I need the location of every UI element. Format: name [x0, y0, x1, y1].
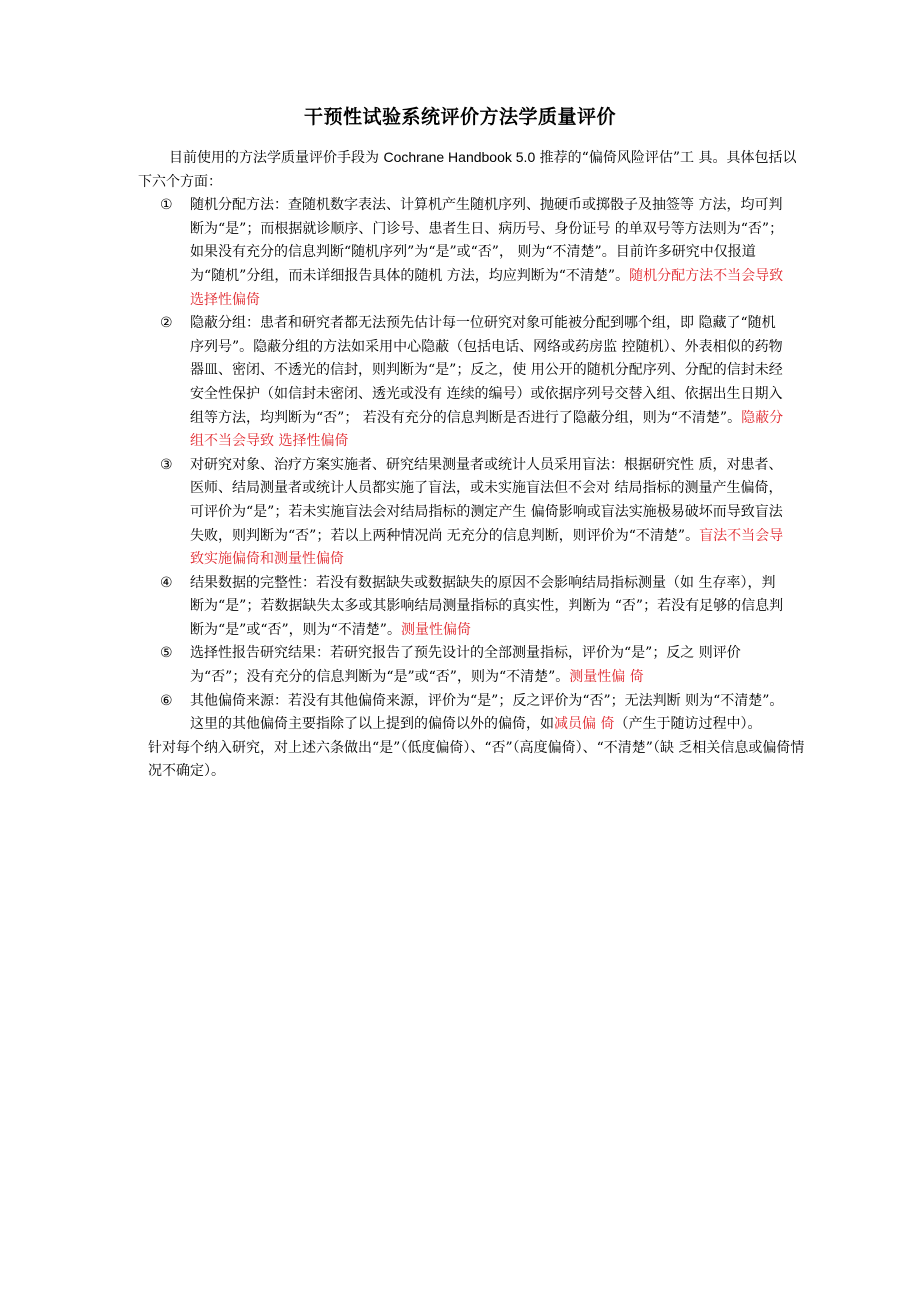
item-bias-note: 隐蔽分组不当会导致 选择性偏倚 [190, 409, 784, 450]
item-bias-note: 测量性偏 倚 [569, 669, 644, 686]
item-text: 选择性报告研究结果：若研究报告了预先设计的全部测量指标，评价为“是”；反之 则评价为“否”；没有充分的信息判断为“是”或“否”，则为“不清楚”。 [190, 645, 741, 686]
criterion-item-random-sequence [138, 194, 808, 312]
item-text: 对研究对象、治疗方案实施者、研究结果测量者或统计人员采用盲法：根据研究性 质，对患者、医师、结局测量者或统计人员都实施了盲法，或未实施盲法但不会对 结局指标的测量产生偏倚，可评价为“是”；若未实施盲法会对结局指标的测定产生 偏倚影响或盲法实施极易破坏而导致盲法失败，则判断为“否”；若以上两种情况尚 无充分的信息判断，则评价为“不清楚”。 [190, 456, 783, 544]
item-marker: ⑥ [160, 692, 173, 709]
item-marker: ② [160, 315, 173, 332]
document-title: 干预性试验系统评价方法学质量评价 [303, 106, 616, 128]
intro-before: 目前使用的方法学质量评价手段为 [169, 150, 384, 166]
item-marker: ④ [160, 574, 173, 591]
item-bias-note: 随机分配方法不当会导致选择性偏倚 [190, 267, 784, 308]
intro-paragraph [138, 146, 808, 194]
item-bias-note: 盲法不当会导致实施偏倚和测量性偏倚 [190, 527, 784, 568]
criterion-item-blinding [138, 454, 808, 572]
criterion-item-other-bias [138, 690, 808, 737]
item-text: 随机分配方法：查随机数字表法、计算机产生随机序列、抛硬币或掷骰子及抽签等 方法，均可判断为“是”；而根据就诊顺序、门诊号、患者生日、病历号、身份证号 的单双号等方法则为“否”；如果没有充分的信息判断“随机序列”为“是”或“否”， 则为“不清楚”。目前许多研究中仅报道为“随机”分组，而未详细报告具体的随机 方法，均应判断为“不清楚”。 [190, 197, 784, 284]
item-marker: ③ [160, 456, 173, 473]
item-marker: ① [160, 197, 173, 214]
criterion-item-selective-reporting [138, 642, 808, 689]
criterion-item-allocation-concealment [138, 312, 808, 454]
closing-paragraph: 针对每个纳入研究，对上述六条做出“是”（低度偏倚）、“否”（高度偏倚）、“不清楚”（缺 乏相关信息或偏倚情况不确定）。 [148, 739, 805, 780]
item-bias-note: 测量性偏倚 [400, 621, 471, 638]
intro-tool-name: Cochrane Handbook 5.0 [383, 149, 536, 165]
item-bias-note: 减员偏 倚 [554, 716, 615, 733]
item-tail-text: （产生于随访过程中）。 [614, 716, 762, 733]
criterion-item-incomplete-outcome-data [138, 572, 808, 643]
criteria-list [138, 194, 808, 737]
item-text: 其他偏倚来源：若没有其他偏倚来源，评价为“是”；反之评价为“否”；无法判断 则为“不清楚”。这里的其他偏倚主要指除了以上提到的偏倚以外的偏倚，如 [190, 692, 784, 733]
item-text: 结果数据的完整性：若没有数据缺失或数据缺失的原因不会影响结局指标测量（如 生存率），判断为“是”；若数据缺失太多或其影响结局测量指标的真实性，判断为 “否”；若没有足够的信息判断为“是”或“否”，则为“不清楚”。 [190, 574, 784, 638]
item-text: 隐蔽分组：患者和研究者都无法预先估计每一位研究对象可能被分配到哪个组，即 隐藏了“随机序列号”。隐蔽分组的方法如采用中心隐蔽（包括电话、网络或药房监 控随机）、外表相似的药物器皿、密闭、不透光的信封，则判断为“是”；反之，使 用公开的随机分配序列、分配的信封未经安全性保护（如信封未密闭、透光或没有 连续的编号）或依据序列号交替入组、依据出生日期入组等方法，均判断为“否”； 若没有充分的信息判断是否进行了隐蔽分组，则为“不清楚”。 [190, 315, 783, 426]
item-marker: ⑤ [160, 645, 173, 662]
intro-after: 推荐的“偏倚风险评估”工 具。具体包括以下六个方面： [138, 150, 797, 190]
document-body [138, 146, 808, 784]
